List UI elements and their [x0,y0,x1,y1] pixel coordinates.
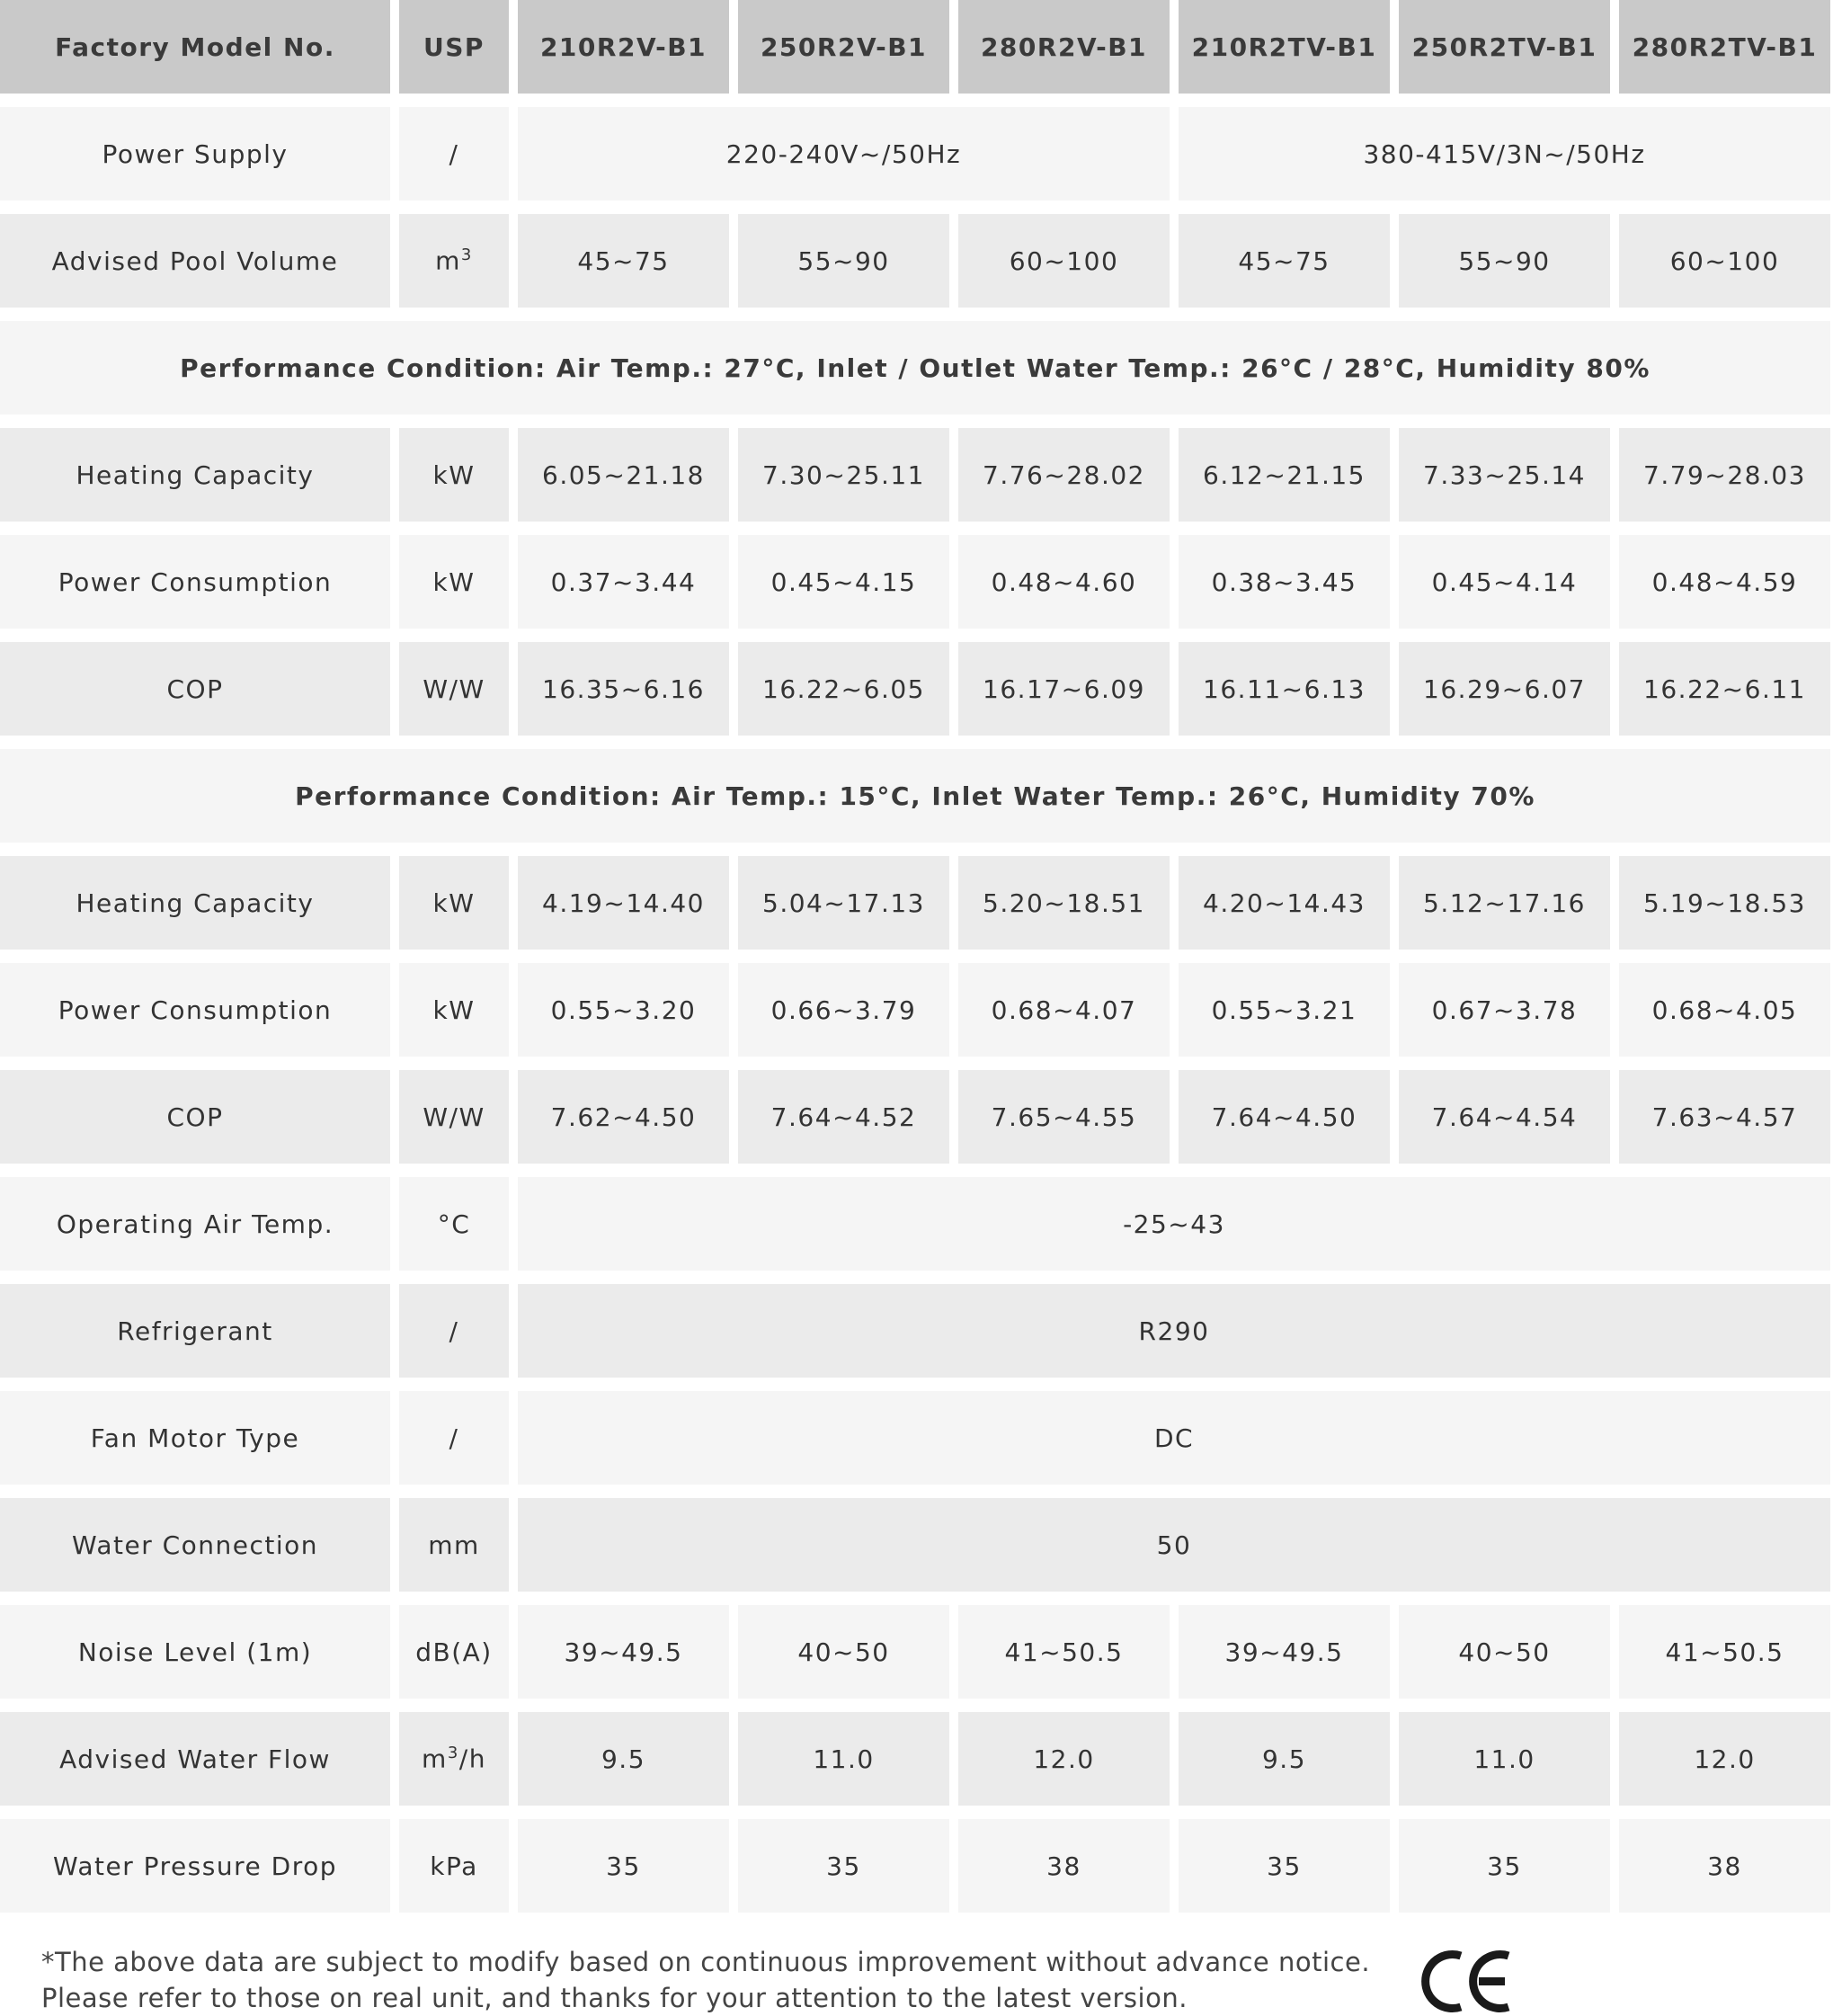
footnote [41,1944,1370,2016]
cell-value: 55~90 [738,214,949,308]
cell-value: 7.64~4.52 [738,1070,949,1164]
cell-value: 0.37~3.44 [518,535,729,629]
cell-value: -25~43 [518,1177,1830,1271]
row-unit: mm [399,1498,509,1592]
cell-value: 55~90 [1399,214,1610,308]
condition-row [0,321,1830,415]
row-unit: kW [399,535,509,629]
cell-value: 16.29~6.07 [1399,642,1610,736]
row-label: Noise Level (1m) [0,1605,390,1699]
row-label: Water Connection [0,1498,390,1592]
row-label: Power Supply [0,107,390,201]
row-label: Operating Air Temp. [0,1177,390,1271]
table-row [0,428,1830,522]
cell-value: 16.22~6.05 [738,642,949,736]
table-row [0,1177,1830,1271]
row-label: Advised Pool Volume [0,214,390,308]
row-label: Refrigerant [0,1284,390,1378]
row-label: Power Consumption [0,963,390,1057]
row-unit: dB(A) [399,1605,509,1699]
row-unit: °C [399,1177,509,1271]
header-label: Factory Model No. [0,0,390,94]
table-row [0,1605,1830,1699]
table-row [0,1070,1830,1164]
cell-value: 16.35~6.16 [518,642,729,736]
table-row [0,856,1830,950]
cell-value: 7.63~4.57 [1619,1070,1830,1164]
model-header: 210R2V-B1 [518,0,729,94]
row-unit: W/W [399,642,509,736]
cell-value: 16.17~6.09 [958,642,1170,736]
row-label: Water Pressure Drop [0,1819,390,1913]
cell-value: 4.19~14.40 [518,856,729,950]
unit-sup: 3 [460,245,473,265]
cell-value: 40~50 [738,1605,949,1699]
model-header: 250R2TV-B1 [1399,0,1610,94]
table-row [0,1498,1830,1592]
cell-value: 60~100 [958,214,1170,308]
model-header: 250R2V-B1 [738,0,949,94]
cell-value: 39~49.5 [518,1605,729,1699]
cell-value: 0.66~3.79 [738,963,949,1057]
ce-mark-c [1426,1955,1461,2009]
cell-value: 6.05~21.18 [518,428,729,522]
cell-value: 35 [1179,1819,1390,1913]
cell-value: 0.68~4.05 [1619,963,1830,1057]
cell-value: 0.67~3.78 [1399,963,1610,1057]
cell-value: 9.5 [518,1712,729,1806]
table-row [0,1712,1830,1806]
cell-value: DC [518,1391,1830,1485]
condition-row [0,749,1830,843]
cell-value: 7.33~25.14 [1399,428,1610,522]
row-unit: kPa [399,1819,509,1913]
cell-value: R290 [518,1284,1830,1378]
row-unit: / [399,1391,509,1485]
cell-value: 45~75 [1179,214,1390,308]
ce-mark-icon [1419,1947,1512,2016]
row-label: Heating Capacity [0,856,390,950]
row-label: Fan Motor Type [0,1391,390,1485]
row-unit: kW [399,856,509,950]
cell-value: 16.11~6.13 [1179,642,1390,736]
row-label: Advised Water Flow [0,1712,390,1806]
row-unit: W/W [399,1070,509,1164]
model-header: 280R2TV-B1 [1619,0,1830,94]
row-unit [399,214,509,308]
cell-value: 35 [1399,1819,1610,1913]
table-row [0,107,1830,201]
cell-value: 220-240V~/50Hz [518,107,1170,201]
cell-value: 60~100 [1619,214,1830,308]
unit-base: m [422,1744,448,1774]
row-label: COP [0,642,390,736]
cell-value: 38 [1619,1819,1830,1913]
ce-mark-e [1473,1955,1508,2009]
cell-value: 45~75 [518,214,729,308]
cell-value: 50 [518,1498,1830,1592]
cell-value: 35 [518,1819,729,1913]
table-row [0,535,1830,629]
cell-value: 7.62~4.50 [518,1070,729,1164]
cell-value: 5.19~18.53 [1619,856,1830,950]
table-row [0,963,1830,1057]
cell-value: 7.64~4.54 [1399,1070,1610,1164]
cell-value: 9.5 [1179,1712,1390,1806]
cell-value: 40~50 [1399,1605,1610,1699]
cell-value: 4.20~14.43 [1179,856,1390,950]
row-unit: kW [399,963,509,1057]
cell-value: 0.48~4.59 [1619,535,1830,629]
condition-label: Performance Condition: Air Temp.: 15°C, Inlet Water Temp.: 26°C, Humidity 70% [0,749,1830,843]
cell-value: 6.12~21.15 [1179,428,1390,522]
cell-value: 0.48~4.60 [958,535,1170,629]
cell-value: 0.68~4.07 [958,963,1170,1057]
cell-value: 11.0 [738,1712,949,1806]
unit-sup: 3 [447,1744,459,1763]
model-header: 210R2TV-B1 [1179,0,1390,94]
footnote-line: *The above data are subject to modify based on continuous improvement without advance notice. [41,1947,1371,1977]
cell-value: 39~49.5 [1179,1605,1390,1699]
cell-value: 5.04~17.13 [738,856,949,950]
row-label: COP [0,1070,390,1164]
unit-suffix: /h [458,1744,486,1774]
row-label: Power Consumption [0,535,390,629]
cell-value: 12.0 [958,1712,1170,1806]
unit-base: m [435,245,461,276]
row-label: Heating Capacity [0,428,390,522]
table-row [0,1819,1830,1913]
cell-value: 35 [738,1819,949,1913]
cell-value: 0.45~4.15 [738,535,949,629]
table-row [0,1391,1830,1485]
cell-value: 38 [958,1819,1170,1913]
model-header: 280R2V-B1 [958,0,1170,94]
header-unit: USP [399,0,509,94]
row-unit: kW [399,428,509,522]
cell-value: 0.55~3.21 [1179,963,1390,1057]
table-row [0,642,1830,736]
cell-value: 16.22~6.11 [1619,642,1830,736]
row-unit: / [399,107,509,201]
cell-value: 0.38~3.45 [1179,535,1390,629]
cell-value: 7.79~28.03 [1619,428,1830,522]
cell-value: 380-415V/3N~/50Hz [1179,107,1830,201]
cell-value: 5.20~18.51 [958,856,1170,950]
cell-value: 7.30~25.11 [738,428,949,522]
cell-value: 41~50.5 [1619,1605,1830,1699]
footnote-line: Please refer to those on real unit, and thanks for your attention to the latest version. [41,1983,1188,2013]
cell-value: 7.76~28.02 [958,428,1170,522]
row-unit [399,1712,509,1806]
table-row [0,1284,1830,1378]
cell-value: 0.55~3.20 [518,963,729,1057]
cell-value: 7.64~4.50 [1179,1070,1390,1164]
condition-label: Performance Condition: Air Temp.: 27°C, Inlet / Outlet Water Temp.: 26°C / 28°C, Humidity 80% [0,321,1830,415]
cell-value: 41~50.5 [958,1605,1170,1699]
cell-value: 11.0 [1399,1712,1610,1806]
cell-value: 12.0 [1619,1712,1830,1806]
table-row [0,214,1830,308]
cell-value: 7.65~4.55 [958,1070,1170,1164]
header-row [0,0,1830,94]
cell-value: 5.12~17.16 [1399,856,1610,950]
cell-value: 0.45~4.14 [1399,535,1610,629]
row-unit: / [399,1284,509,1378]
